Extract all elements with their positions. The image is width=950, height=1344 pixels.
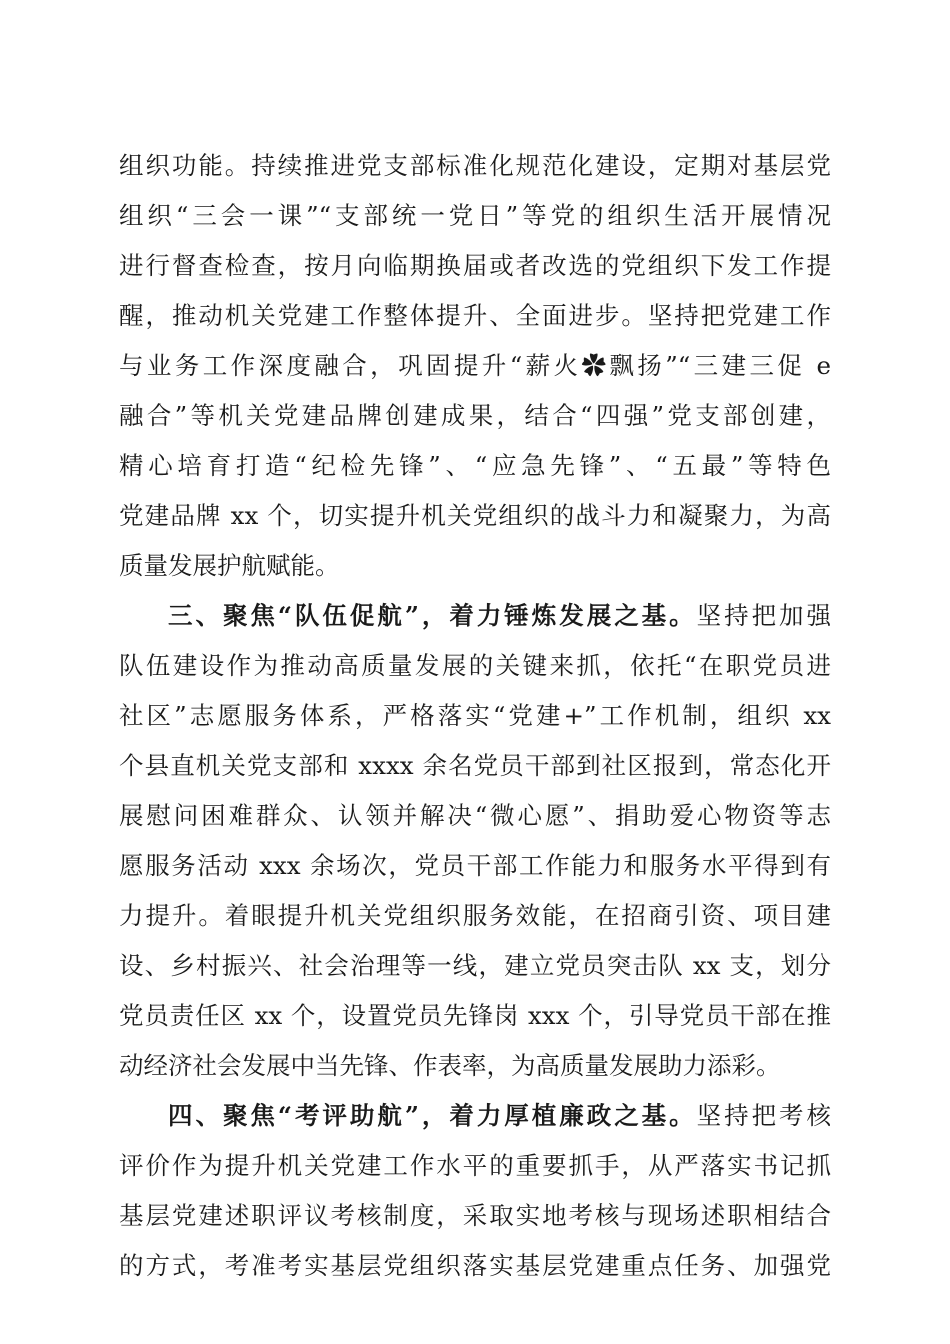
paragraph-3-line-1: [168, 1093, 831, 1139]
paragraph-1-line-5: 与业务工作深度融合，巩固提升“薪火✿飘扬”“三建三促 e: [119, 351, 831, 380]
paragraph-3-line-4: 的方式，考准考实基层党组织落实基层党建重点任务、加强党: [119, 1251, 831, 1280]
section-3-heading: 三、聚焦“队伍促航”，着力锤炼发展之基。: [168, 601, 697, 630]
paragraph-2-line-1: [168, 593, 831, 639]
paragraph-2-line-6: 愿服务活动 xxx 余场次，党员干部工作能力和服务水平得到有: [119, 851, 831, 880]
paragraph-1-line-7: 精心培育打造“纪检先锋”、“应急先锋”、“五最”等特色: [119, 451, 831, 480]
paragraph-2-line-3: 社区”志愿服务体系，严格落实“党建+”工作机制，组织 xx: [119, 701, 831, 730]
paragraph-1-line-8: 党建品牌 xx 个，切实提升机关党组织的战斗力和凝聚力，为高: [119, 501, 831, 530]
paragraph-2-line-5: 展慰问困难群众、认领并解决“微心愿”、捐助爱心物资等志: [119, 801, 831, 830]
paragraph-1-line-6: 融合”等机关党建品牌创建成果，结合“四强”党支部创建，: [119, 401, 831, 430]
paragraph-3-line-2: 评价作为提升机关党建工作水平的重要抓手，从严落实书记抓: [119, 1151, 831, 1180]
paragraph-3-line-3: 基层党建述职评议考核制度，采取实地考核与现场述职相结合: [119, 1201, 831, 1230]
paragraph-3-first-line-rest: 坚持把考核: [696, 1101, 832, 1130]
paragraph-2-line-10: 动经济社会发展中当先锋、作表率，为高质量发展助力添彩。: [119, 1051, 781, 1080]
paragraph-1-line-3: 进行督查检查，按月向临期换届或者改选的党组织下发工作提: [119, 251, 831, 280]
paragraph-2-line-9: 党员责任区 xx 个，设置党员先锋岗 xxx 个，引导党员干部在推: [119, 1001, 831, 1030]
paragraph-2-first-line-rest: 坚持把加强: [696, 601, 832, 630]
paragraph-1-line-4: 醒，推动机关党建工作整体提升、全面进步。坚持把党建工作: [119, 301, 831, 330]
paragraph-1-line-2: 组织“三会一课”“支部统一党日”等党的组织生活开展情况: [119, 201, 831, 230]
paragraph-2-line-7: 力提升。着眼提升机关党组织服务效能，在招商引资、项目建: [119, 901, 831, 930]
paragraph-2-line-4: 个县直机关党支部和 xxxx 余名党员干部到社区报到，常态化开: [119, 751, 831, 780]
paragraph-1-line-9: 质量发展护航赋能。: [119, 551, 340, 580]
section-4-heading: 四、聚焦“考评助航”，着力厚植廉政之基。: [168, 1101, 697, 1130]
paragraph-2-line-2: 队伍建设作为推动高质量发展的关键来抓，依托“在职党员进: [119, 651, 831, 680]
paragraph-1-line-1: 组织功能。持续推进党支部标准化规范化建设，定期对基层党: [119, 151, 831, 180]
paragraph-2-line-8: 设、乡村振兴、社会治理等一线，建立党员突击队 xx 支，划分: [119, 951, 831, 980]
